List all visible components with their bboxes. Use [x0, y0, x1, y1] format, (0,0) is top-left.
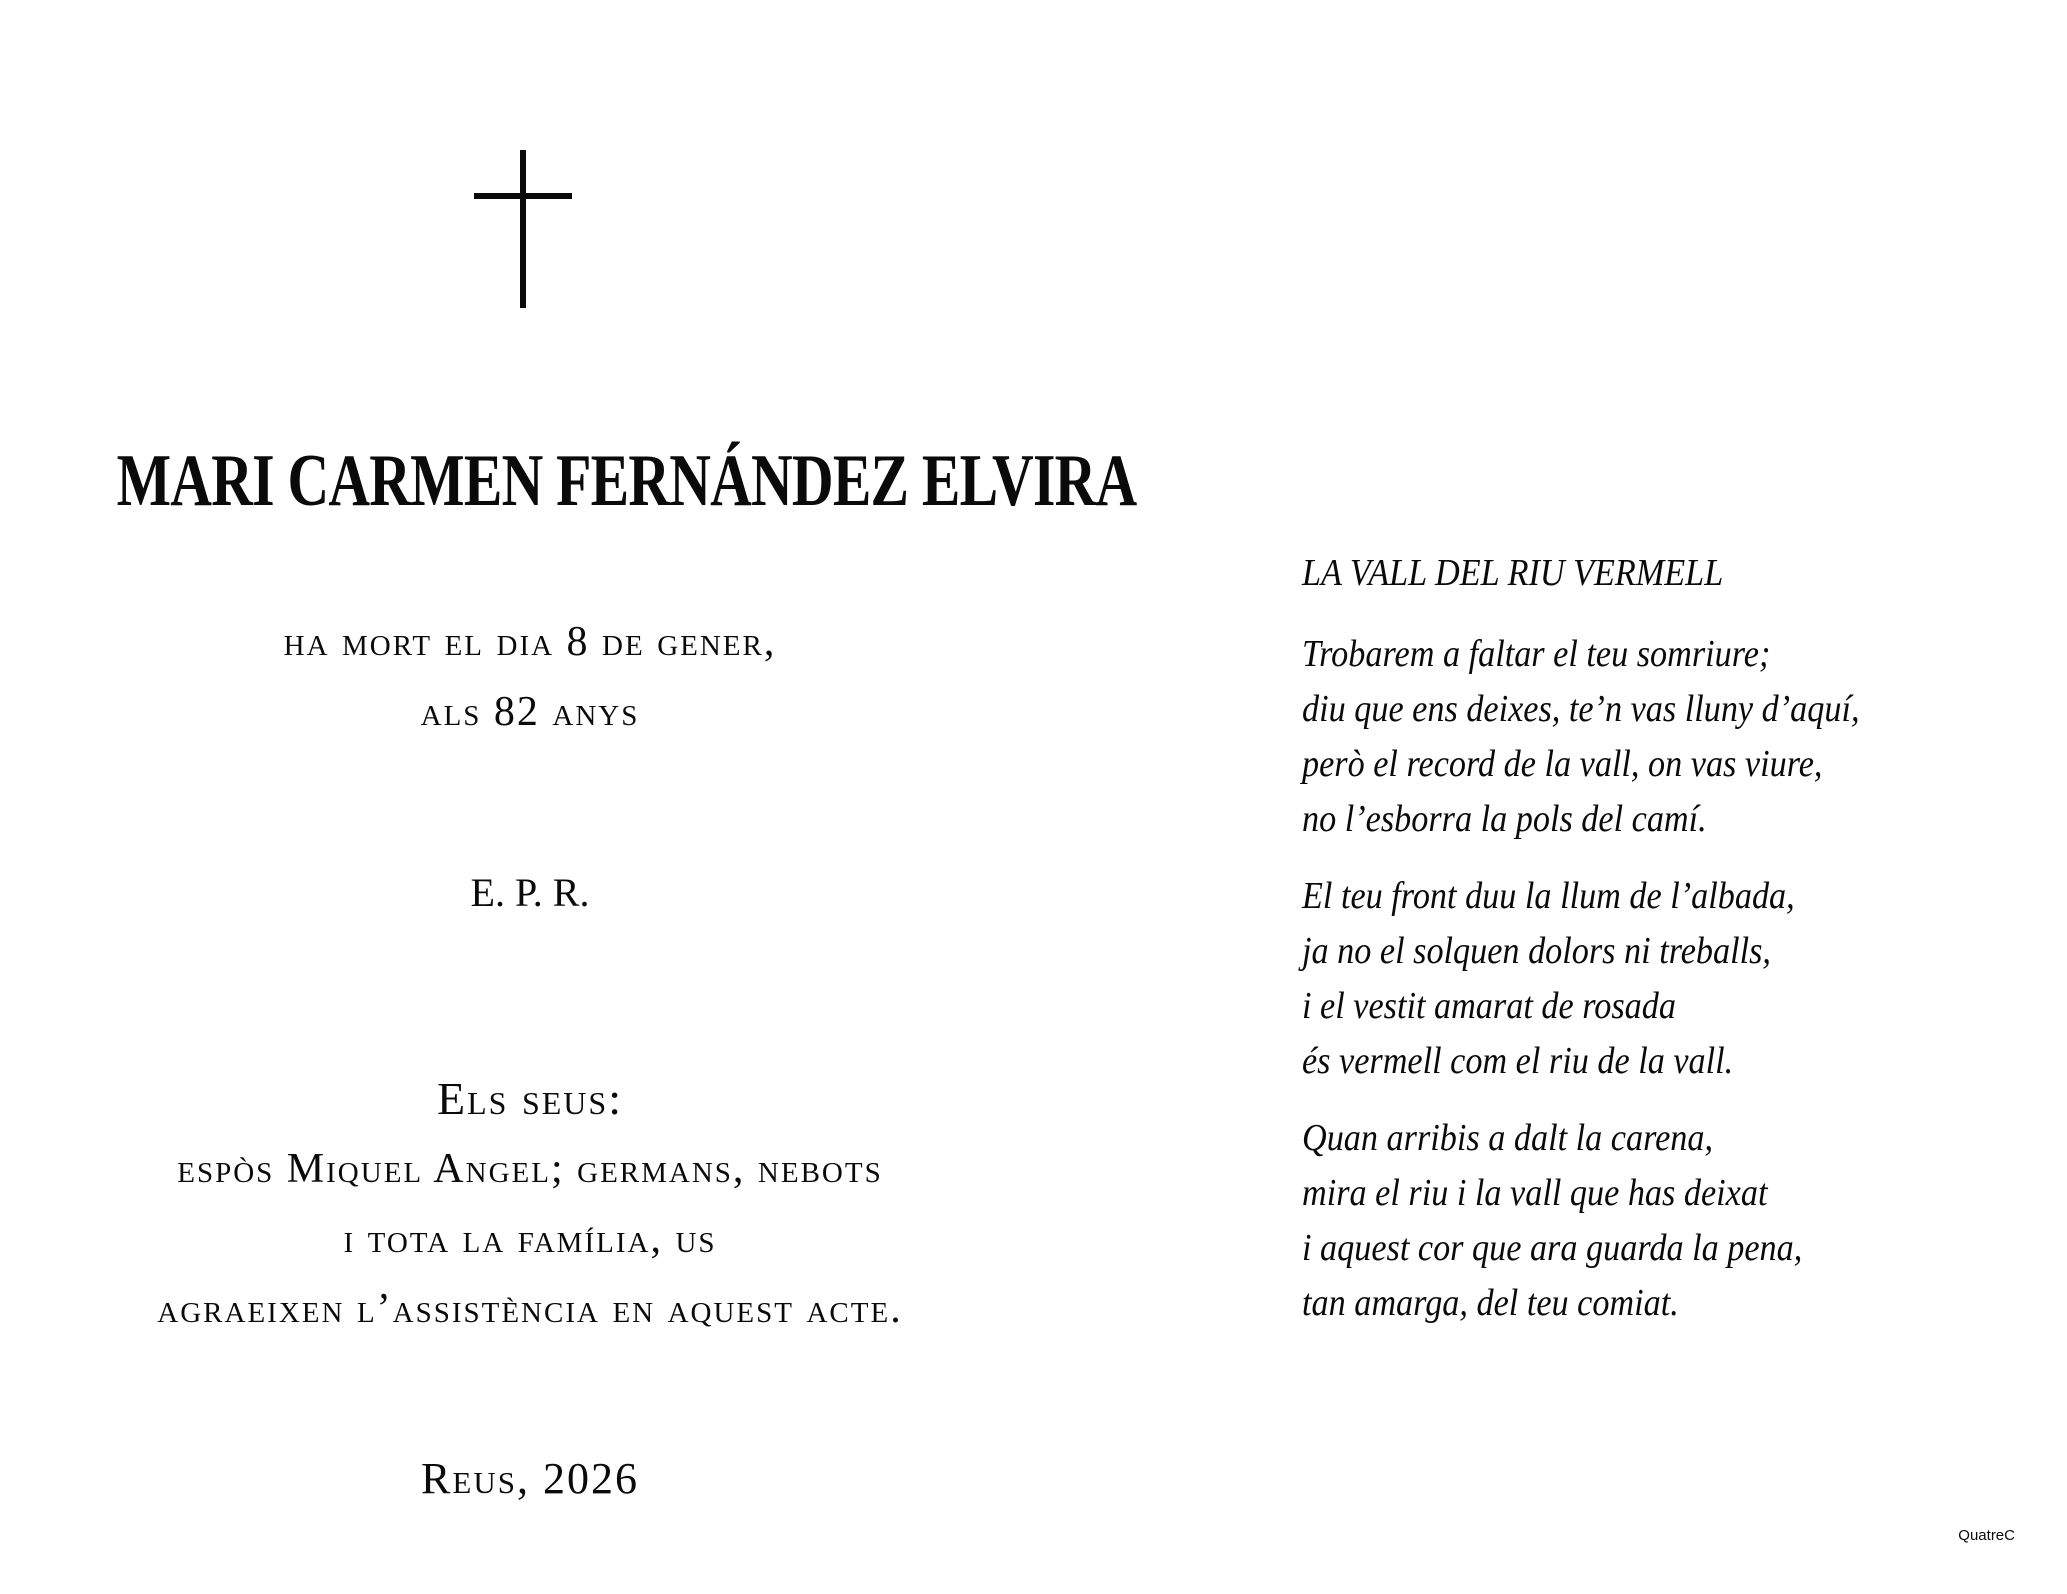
poem-verse: Quan arribis a dalt la carena, [1302, 1117, 1714, 1159]
poem-verse: i el vestit amarat de rosada [1302, 985, 1676, 1027]
printer-mark: QuatreC [1958, 1527, 2015, 1544]
poem-stanza [1302, 627, 2022, 847]
death-date-line: ha mort el dia 8 de gener, [283, 619, 777, 665]
family-line: agraeixen l’assistència en aquest acte. [157, 1286, 903, 1332]
poem-stanza [1302, 869, 2022, 1089]
deceased-name: MARI CARMEN FERNÁNDEZ ELVIRA [116, 440, 1137, 522]
poem-verse: i aquest cor que ara guarda la pena, [1302, 1227, 1803, 1269]
rest-in-peace: E. P. R. [470, 870, 590, 915]
poem-verse: però el record de la vall, on vas viure, [1302, 743, 1823, 785]
poem-verse: Trobarem a faltar el teu somriure; [1302, 633, 1771, 675]
poem-verse: diu que ens deixes, te’n vas lluny d’aquí, [1302, 688, 1860, 730]
poem-verse: tan amarga, del teu comiat. [1302, 1282, 1679, 1324]
poem-verse: no l’esborra la pols del camí. [1302, 798, 1707, 840]
poem [1302, 549, 2022, 1331]
poem-stanza [1302, 1111, 2022, 1331]
poem-verse: és vermell com el riu de la vall. [1302, 1040, 1734, 1082]
place-year: Reus, 2026 [421, 1454, 639, 1503]
poem-verse: El teu front duu la llum de l’albada, [1302, 875, 1795, 917]
family-heading: Els seus: [437, 1073, 623, 1124]
poem-verse: mira el riu i la vall que has deixat [1302, 1172, 1768, 1214]
family-line: i tota la família, us [343, 1216, 717, 1262]
age-line: als 82 anys [420, 689, 640, 735]
poem-verse: ja no el solquen dolors ni treballs, [1302, 930, 1771, 972]
latin-cross-icon [474, 150, 572, 308]
family-line: espòs Miquel Angel; germans, nebots [177, 1146, 883, 1192]
poem-title: LA VALL DEL RIU VERMELL [1302, 552, 1724, 594]
